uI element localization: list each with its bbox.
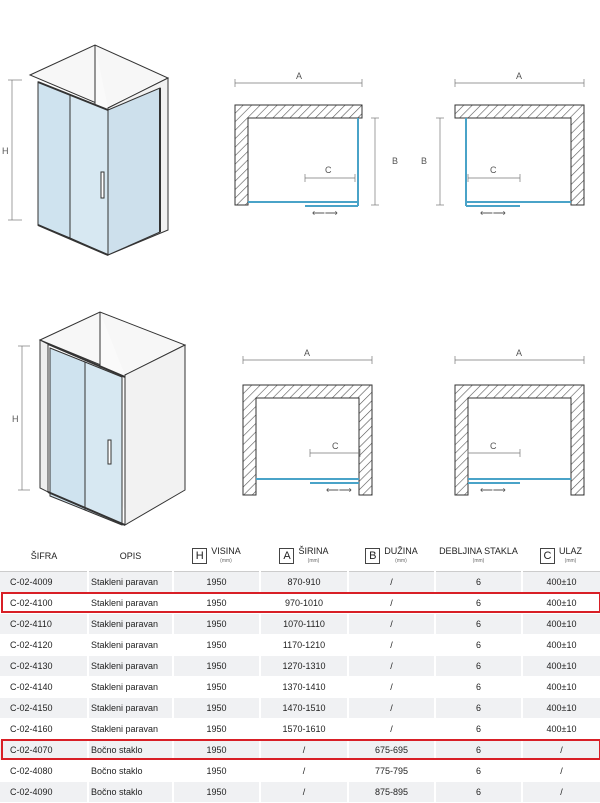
column-header-label: ŠIFRA bbox=[30, 550, 58, 561]
table-cell: C-02-4090 bbox=[0, 782, 88, 803]
column-header-label: DUŽINA bbox=[384, 545, 418, 556]
table-row bbox=[0, 740, 600, 761]
table-cell: 775-795 bbox=[348, 761, 435, 782]
table-cell: C-02-4080 bbox=[0, 761, 88, 782]
table-cell: 870-910 bbox=[260, 572, 348, 593]
column-header bbox=[88, 540, 173, 572]
table-cell: 1950 bbox=[173, 782, 260, 803]
slide-arrow-4: ⟵⟶ bbox=[480, 485, 506, 495]
table-cell: / bbox=[260, 761, 348, 782]
height-dimension-1 bbox=[8, 80, 22, 220]
table-cell: Stakleni paravan bbox=[88, 677, 173, 698]
table-cell: 1950 bbox=[173, 677, 260, 698]
table-cell: 1070-1110 bbox=[260, 614, 348, 635]
table-cell: 675-695 bbox=[348, 740, 435, 761]
column-header bbox=[0, 540, 88, 572]
table-cell: C-02-4160 bbox=[0, 719, 88, 740]
column-header-unit: (mm) bbox=[307, 557, 320, 564]
table-cell: Stakleni paravan bbox=[88, 698, 173, 719]
label-a-1: A bbox=[296, 71, 303, 81]
table-cell: 1270-1310 bbox=[260, 656, 348, 677]
table-cell: 1470-1510 bbox=[260, 698, 348, 719]
column-header-label: VISINA bbox=[211, 545, 241, 556]
table-cell: 1950 bbox=[173, 698, 260, 719]
table-cell: 6 bbox=[435, 614, 522, 635]
table-cell: 6 bbox=[435, 656, 522, 677]
table-cell: 1570-1610 bbox=[260, 719, 348, 740]
table-cell: 400±10 bbox=[522, 614, 600, 635]
table-cell: 1950 bbox=[173, 614, 260, 635]
label-h-2: H bbox=[12, 414, 19, 424]
table-cell: Stakleni paravan bbox=[88, 614, 173, 635]
niche-enclosure-3d bbox=[40, 312, 185, 525]
label-c-3: C bbox=[332, 441, 339, 451]
table-cell: Bočno staklo bbox=[88, 761, 173, 782]
table-cell: 875-895 bbox=[348, 782, 435, 803]
table-cell: 6 bbox=[435, 761, 522, 782]
slide-arrow-2: ⟵⟶ bbox=[480, 208, 506, 218]
slide-arrow-1: ⟵⟶ bbox=[312, 208, 338, 218]
table-cell: 400±10 bbox=[522, 698, 600, 719]
table-row bbox=[0, 698, 600, 719]
table-cell: 400±10 bbox=[522, 677, 600, 698]
column-header-unit: (mm) bbox=[395, 557, 407, 564]
table-cell: 6 bbox=[435, 677, 522, 698]
table-cell: 1170-1210 bbox=[260, 635, 348, 656]
table-cell: 400±10 bbox=[522, 656, 600, 677]
column-header bbox=[522, 540, 600, 572]
table-cell: / bbox=[348, 614, 435, 635]
column-header-unit: (mm) bbox=[564, 557, 577, 564]
table-cell: 1950 bbox=[173, 572, 260, 593]
dimension-letter-icon: H bbox=[192, 548, 207, 564]
table-cell: 6 bbox=[435, 782, 522, 803]
column-header-label: ŠIRINA bbox=[298, 545, 329, 556]
table-cell: 1950 bbox=[173, 761, 260, 782]
table-cell: C-02-4070 bbox=[0, 740, 88, 761]
dimension-letter-icon: B bbox=[365, 548, 380, 564]
table-cell: 400±10 bbox=[522, 593, 600, 614]
table-cell: 1950 bbox=[173, 740, 260, 761]
table-cell: 6 bbox=[435, 572, 522, 593]
table-body bbox=[0, 572, 600, 803]
column-header-unit: (mm) bbox=[472, 557, 485, 564]
table-row bbox=[0, 614, 600, 635]
table-row bbox=[0, 782, 600, 803]
dimension-letter-icon: C bbox=[540, 548, 555, 564]
table-cell: 970-1010 bbox=[260, 593, 348, 614]
table-cell: / bbox=[348, 698, 435, 719]
table-cell: 400±10 bbox=[522, 719, 600, 740]
table-row bbox=[0, 656, 600, 677]
table-row bbox=[0, 761, 600, 782]
table-cell: Bočno staklo bbox=[88, 740, 173, 761]
height-dimension-2 bbox=[18, 346, 30, 490]
table-cell: / bbox=[348, 572, 435, 593]
label-h-1: H bbox=[2, 146, 9, 156]
table-cell: 1950 bbox=[173, 719, 260, 740]
table-cell: 6 bbox=[435, 593, 522, 614]
plan-view-niche-1 bbox=[243, 348, 372, 495]
table-cell: / bbox=[348, 593, 435, 614]
table-cell: 1950 bbox=[173, 593, 260, 614]
column-header bbox=[348, 540, 435, 572]
table-cell: 1370-1410 bbox=[260, 677, 348, 698]
column-header-label: DEBLJINA STAKLA bbox=[439, 545, 518, 556]
plan-view-right bbox=[421, 71, 584, 218]
label-a-2: A bbox=[516, 71, 523, 81]
table-cell: 1950 bbox=[173, 635, 260, 656]
table-cell: Stakleni paravan bbox=[88, 656, 173, 677]
table-cell: / bbox=[260, 740, 348, 761]
table-cell: / bbox=[522, 782, 600, 803]
column-header bbox=[260, 540, 348, 572]
table-row bbox=[0, 593, 600, 614]
table-row bbox=[0, 635, 600, 656]
dimension-letter-icon: A bbox=[279, 548, 294, 564]
plan-view-niche-2 bbox=[455, 348, 584, 495]
table-cell: / bbox=[348, 677, 435, 698]
table-cell: Stakleni paravan bbox=[88, 719, 173, 740]
plan-view-left bbox=[235, 71, 398, 218]
table-cell: Bočno staklo bbox=[88, 782, 173, 803]
table-cell: / bbox=[348, 656, 435, 677]
table-cell: 6 bbox=[435, 740, 522, 761]
table-cell: C-02-4120 bbox=[0, 635, 88, 656]
table-cell: 6 bbox=[435, 698, 522, 719]
table-cell: C-02-4110 bbox=[0, 614, 88, 635]
label-c-1: C bbox=[325, 165, 332, 175]
slide-arrow-3: ⟵⟶ bbox=[326, 485, 352, 495]
table-cell: Stakleni paravan bbox=[88, 635, 173, 656]
table-cell: 1950 bbox=[173, 656, 260, 677]
table-cell: C-02-4150 bbox=[0, 698, 88, 719]
table-cell: C-02-4009 bbox=[0, 572, 88, 593]
column-header-label: ULAZ bbox=[558, 545, 582, 556]
table-cell: Stakleni paravan bbox=[88, 593, 173, 614]
column-header bbox=[173, 540, 260, 572]
table-header-row bbox=[0, 540, 600, 572]
table-row bbox=[0, 572, 600, 593]
table-cell: C-02-4140 bbox=[0, 677, 88, 698]
table-cell: 6 bbox=[435, 719, 522, 740]
label-a-3: A bbox=[304, 348, 311, 358]
spec-table bbox=[0, 540, 600, 803]
corner-enclosure-3d bbox=[30, 45, 168, 255]
table-cell: / bbox=[260, 782, 348, 803]
label-b-1: B bbox=[392, 156, 399, 166]
table-cell: C-02-4130 bbox=[0, 656, 88, 677]
label-c-2: C bbox=[490, 165, 497, 175]
table-cell: / bbox=[348, 719, 435, 740]
table-cell: 6 bbox=[435, 635, 522, 656]
label-b-2: B bbox=[421, 156, 428, 166]
label-a-4: A bbox=[516, 348, 523, 358]
table-row bbox=[0, 677, 600, 698]
table-cell: Stakleni paravan bbox=[88, 572, 173, 593]
table-cell: C-02-4100 bbox=[0, 593, 88, 614]
table-cell: 400±10 bbox=[522, 572, 600, 593]
table-cell: 400±10 bbox=[522, 635, 600, 656]
column-header bbox=[435, 540, 522, 572]
column-header-unit: (mm) bbox=[220, 557, 232, 564]
label-c-4: C bbox=[490, 441, 497, 451]
table-row bbox=[0, 719, 600, 740]
column-header-label: OPIS bbox=[119, 550, 142, 561]
table-cell: / bbox=[522, 761, 600, 782]
table-cell: / bbox=[348, 635, 435, 656]
table-cell: / bbox=[522, 740, 600, 761]
